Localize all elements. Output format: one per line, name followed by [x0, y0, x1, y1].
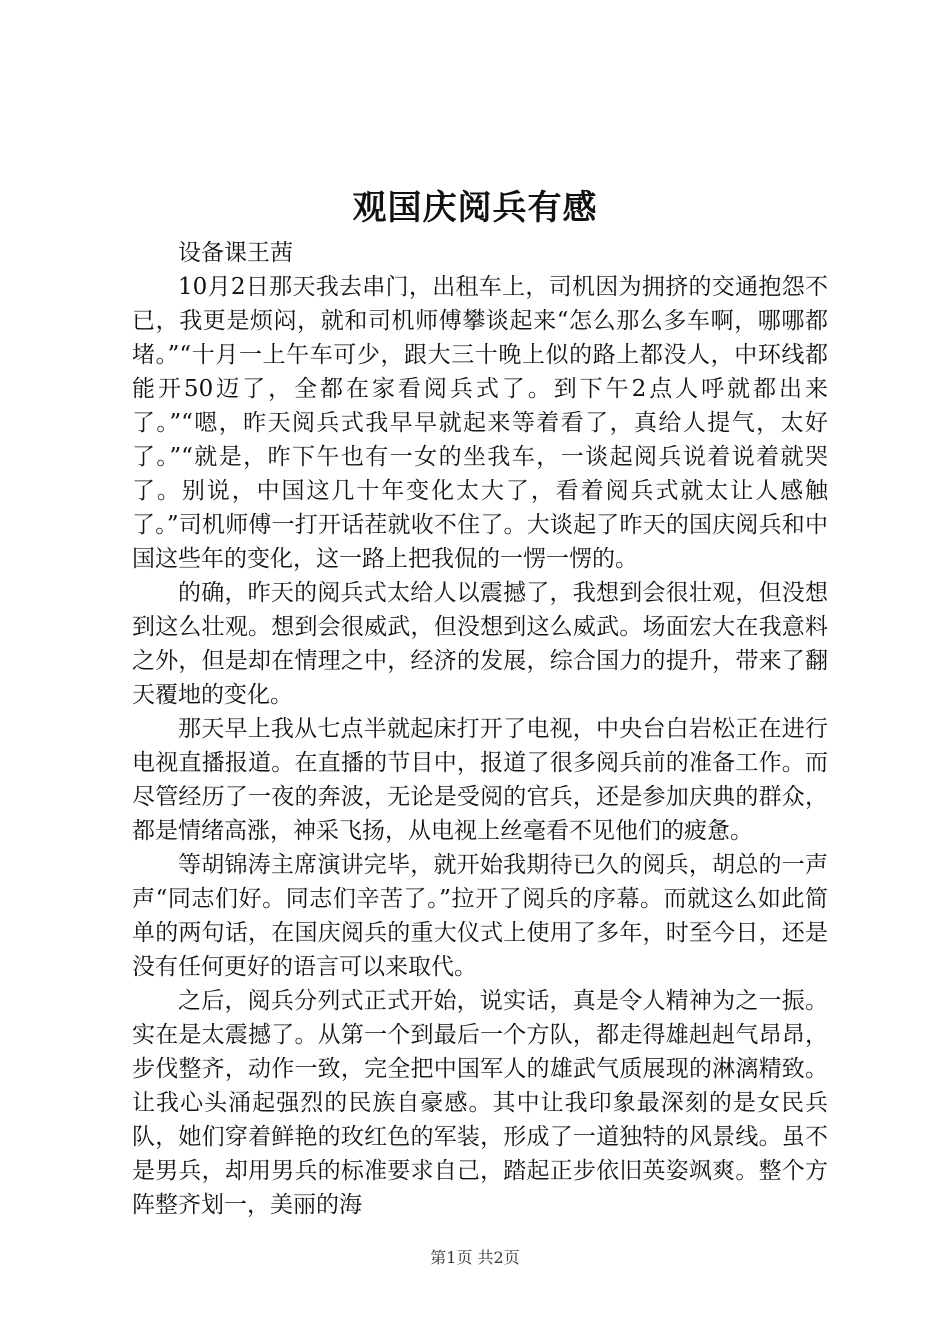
paragraph-4: 等胡锦涛主席演讲完毕，就开始我期待已久的阅兵，胡总的一声声“同志们好。同志们辛苦了。”拉开了阅兵的序幕。而就这么如此简单的两句话，在国庆阅兵的重大仪式上使用了多年，时至今日，还是没有任何更好的语言可以来取代。 [132, 852, 828, 980]
paragraph-2: 的确，昨天的阅兵式太给人以震撼了，我想到会很壮观，但没想到这么壮观。想到会很威武，但没想到这么威武。场面宏大在我意料之外，但是却在情理之中，经济的发展，综合国力的提升，带来了翻天覆地的变化。 [132, 580, 828, 708]
paragraph-5: 之后，阅兵分列式正式开始，说实话，真是令人精神为之一振。实在是太震撼了。从第一个到最后一个方队，都走得雄赳赳气昂昂，步伐整齐，动作一致，完全把中国军人的雄武气质展现的淋漓精致。让我心头涌起强烈的民族自豪感。其中让我印象最深刻的是女民兵队，她们穿着鲜艳的玫红色的军装，形成了一道独特的风景线。虽不是男兵，却用男兵的标准要求自己，踏起正步依旧英姿飒爽。整个方阵整齐划一，美丽的海 [132, 988, 828, 1218]
paragraph-3: 那天早上我从七点半就起床打开了电视，中央台白岩松正在进行电视直播报道。在直播的节目中，报道了很多阅兵前的准备工作。而尽管经历了一夜的奔波，无论是受阅的官兵，还是参加庆典的群众，都是情绪高涨，神采飞扬，从电视上丝毫看不见他们的疲惫。 [132, 716, 828, 844]
document-title: 观国庆阅兵有感 [352, 188, 598, 228]
paragraph-1: 10月2日那天我去串门，出租车上，司机因为拥挤的交通抱怨不已，我更是烦闷，就和司机师傅攀谈起来“怎么那么多车啊，哪哪都堵。”“十月一上午车可少，跟大三十晚上似的路上都没人，中环线都能开50迈了，全都在家看阅兵式了。到下午2点人呼就都出来了。”“嗯，昨天阅兵式我早早就起来等着看了，真给人提气，太好了。”“就是，昨下午也有一女的坐我车，一谈起阅兵说着说着就哭了。别说，中国这几十年变化太大了，看着阅兵式就太让人感触了。”司机师傅一打开话茬就收不住了。大谈起了昨天的国庆阅兵和中国这些年的变化，这一路上把我侃的一愣一愣的。 [132, 274, 828, 572]
page-footer: 第1页 共2页 [430, 1248, 520, 1267]
document-body [132, 236, 828, 1222]
author-line: 设备课王茜 [178, 240, 293, 266]
